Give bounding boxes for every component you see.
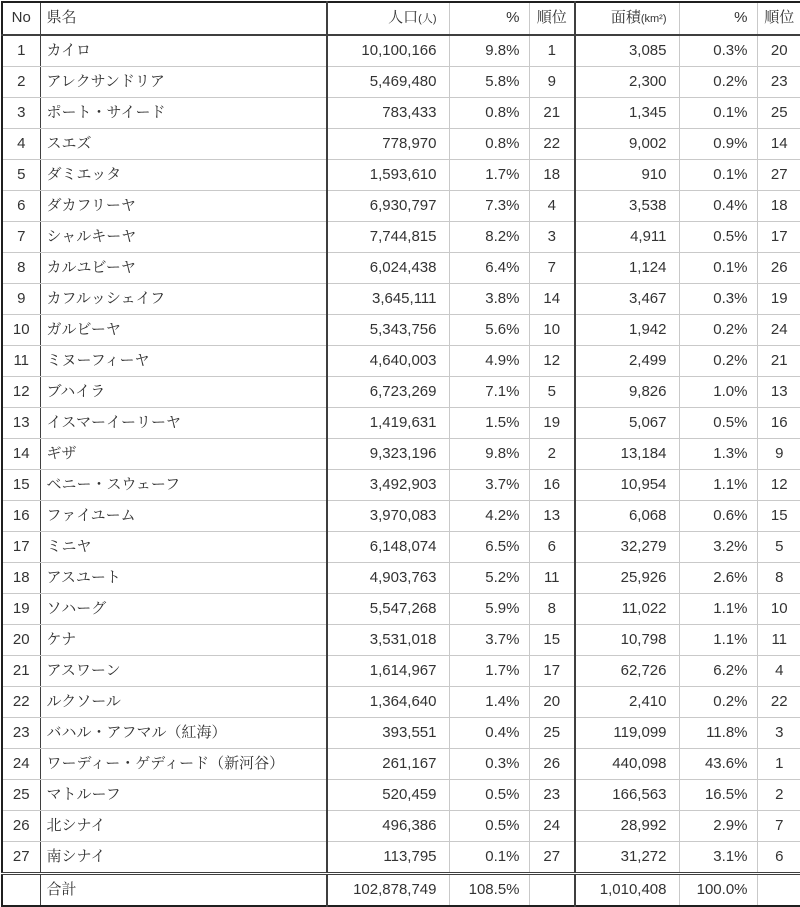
cell-area-pct: 0.9% xyxy=(679,129,757,160)
cell-area-pct: 0.2% xyxy=(679,687,757,718)
cell-population: 3,645,111 xyxy=(327,284,449,315)
cell-area: 31,272 xyxy=(575,842,679,874)
cell-name: シャルキーヤ xyxy=(40,222,327,253)
cell-area-rank: 27 xyxy=(757,160,800,191)
cell-population-rank: 17 xyxy=(529,656,575,687)
table-row xyxy=(2,315,800,346)
table-row xyxy=(2,160,800,191)
cell-area-pct: 6.2% xyxy=(679,656,757,687)
cell-population-rank: 1 xyxy=(529,35,575,67)
cell-population: 1,419,631 xyxy=(327,408,449,439)
cell-area: 3,538 xyxy=(575,191,679,222)
cell-area-pct: 1.1% xyxy=(679,470,757,501)
table-row xyxy=(2,532,800,563)
cell-no: 23 xyxy=(2,718,40,749)
header-unit: (人) xyxy=(418,13,437,25)
cell-no: 4 xyxy=(2,129,40,160)
cell-population: 10,100,166 xyxy=(327,35,449,67)
table-row xyxy=(2,439,800,470)
header-name xyxy=(40,2,327,35)
cell-population: 6,723,269 xyxy=(327,377,449,408)
header-population-rank xyxy=(529,2,575,35)
cell-area-rank: 7 xyxy=(757,811,800,842)
cell-name: マトルーフ xyxy=(40,780,327,811)
cell-no: 11 xyxy=(2,346,40,377)
cell-area: 3,085 xyxy=(575,35,679,67)
cell-area: 166,563 xyxy=(575,780,679,811)
cell-population-rank: 24 xyxy=(529,811,575,842)
header-label: No xyxy=(11,9,31,26)
cell-population: 393,551 xyxy=(327,718,449,749)
cell-no: 9 xyxy=(2,284,40,315)
total-area-pct: 100.0% xyxy=(679,874,757,907)
cell-population-pct: 3.8% xyxy=(449,284,529,315)
cell-name: カイロ xyxy=(40,35,327,67)
cell-no: 13 xyxy=(2,408,40,439)
cell-population-pct: 3.7% xyxy=(449,470,529,501)
cell-area: 13,184 xyxy=(575,439,679,470)
cell-population: 1,364,640 xyxy=(327,687,449,718)
cell-name: バハル・アフマル（紅海） xyxy=(40,718,327,749)
cell-area: 1,942 xyxy=(575,315,679,346)
table-row xyxy=(2,842,800,874)
cell-population: 5,547,268 xyxy=(327,594,449,625)
cell-no: 21 xyxy=(2,656,40,687)
cell-population-rank: 12 xyxy=(529,346,575,377)
cell-name: ダカフリーヤ xyxy=(40,191,327,222)
table-row xyxy=(2,780,800,811)
cell-area: 9,826 xyxy=(575,377,679,408)
table-row xyxy=(2,377,800,408)
table-row xyxy=(2,284,800,315)
cell-population-pct: 3.7% xyxy=(449,625,529,656)
cell-name: 北シナイ xyxy=(40,811,327,842)
cell-population-pct: 0.8% xyxy=(449,129,529,160)
table-row xyxy=(2,749,800,780)
cell-area-pct: 16.5% xyxy=(679,780,757,811)
cell-no: 2 xyxy=(2,67,40,98)
cell-name: スエズ xyxy=(40,129,327,160)
cell-name: ケナ xyxy=(40,625,327,656)
cell-area: 440,098 xyxy=(575,749,679,780)
cell-name: カルユビーヤ xyxy=(40,253,327,284)
header-label: % xyxy=(506,9,520,26)
cell-area-rank: 10 xyxy=(757,594,800,625)
cell-no: 12 xyxy=(2,377,40,408)
cell-area-pct: 1.1% xyxy=(679,594,757,625)
table-row xyxy=(2,501,800,532)
cell-area-rank: 9 xyxy=(757,439,800,470)
table-row xyxy=(2,67,800,98)
header-label: 人口 xyxy=(388,9,419,26)
cell-no: 18 xyxy=(2,563,40,594)
cell-area: 62,726 xyxy=(575,656,679,687)
cell-population-pct: 5.8% xyxy=(449,67,529,98)
cell-population-rank: 19 xyxy=(529,408,575,439)
cell-no: 7 xyxy=(2,222,40,253)
cell-population-pct: 0.5% xyxy=(449,780,529,811)
cell-population-pct: 5.6% xyxy=(449,315,529,346)
cell-area-rank: 18 xyxy=(757,191,800,222)
cell-no: 5 xyxy=(2,160,40,191)
table-row xyxy=(2,687,800,718)
cell-area-rank: 1 xyxy=(757,749,800,780)
table-row xyxy=(2,222,800,253)
table-row xyxy=(2,625,800,656)
cell-area-pct: 0.5% xyxy=(679,408,757,439)
cell-name: アレクサンドリア xyxy=(40,67,327,98)
total-no xyxy=(2,874,40,907)
cell-name: ベニー・スウェーフ xyxy=(40,470,327,501)
cell-area-rank: 4 xyxy=(757,656,800,687)
table-row xyxy=(2,98,800,129)
cell-name: ミニヤ xyxy=(40,532,327,563)
header-area-pct xyxy=(679,2,757,35)
cell-no: 8 xyxy=(2,253,40,284)
cell-population: 6,930,797 xyxy=(327,191,449,222)
header-population xyxy=(327,2,449,35)
header-label: 順位 xyxy=(764,9,795,26)
cell-population: 5,469,480 xyxy=(327,67,449,98)
cell-area-pct: 0.2% xyxy=(679,346,757,377)
table-row xyxy=(2,191,800,222)
cell-area: 10,798 xyxy=(575,625,679,656)
cell-name: ルクソール xyxy=(40,687,327,718)
cell-area: 3,467 xyxy=(575,284,679,315)
total-population-pct: 108.5% xyxy=(449,874,529,907)
cell-area-rank: 5 xyxy=(757,532,800,563)
table-row xyxy=(2,811,800,842)
cell-area-pct: 0.5% xyxy=(679,222,757,253)
cell-area: 6,068 xyxy=(575,501,679,532)
cell-population-pct: 1.5% xyxy=(449,408,529,439)
cell-no: 22 xyxy=(2,687,40,718)
cell-no: 6 xyxy=(2,191,40,222)
cell-area: 2,410 xyxy=(575,687,679,718)
cell-area: 2,499 xyxy=(575,346,679,377)
cell-population-pct: 4.9% xyxy=(449,346,529,377)
cell-no: 27 xyxy=(2,842,40,874)
cell-population-rank: 22 xyxy=(529,129,575,160)
cell-area-pct: 0.4% xyxy=(679,191,757,222)
cell-no: 3 xyxy=(2,98,40,129)
governorates-table xyxy=(1,1,800,907)
cell-area-rank: 15 xyxy=(757,501,800,532)
cell-population-pct: 0.1% xyxy=(449,842,529,874)
cell-area-pct: 0.1% xyxy=(679,98,757,129)
header-label: % xyxy=(734,9,748,26)
cell-name: ポート・サイード xyxy=(40,98,327,129)
cell-area-pct: 3.1% xyxy=(679,842,757,874)
cell-area-pct: 0.6% xyxy=(679,501,757,532)
cell-population: 520,459 xyxy=(327,780,449,811)
cell-area: 10,954 xyxy=(575,470,679,501)
cell-area-rank: 22 xyxy=(757,687,800,718)
header-label: 順位 xyxy=(536,9,567,26)
cell-area-rank: 8 xyxy=(757,563,800,594)
cell-population-rank: 23 xyxy=(529,780,575,811)
cell-population-pct: 0.5% xyxy=(449,811,529,842)
cell-population-rank: 14 xyxy=(529,284,575,315)
cell-no: 16 xyxy=(2,501,40,532)
cell-population: 6,148,074 xyxy=(327,532,449,563)
cell-population-pct: 5.2% xyxy=(449,563,529,594)
cell-area-rank: 12 xyxy=(757,470,800,501)
cell-name: ブハイラ xyxy=(40,377,327,408)
cell-population-pct: 0.4% xyxy=(449,718,529,749)
header-label: 県名 xyxy=(46,9,77,26)
cell-area-pct: 1.1% xyxy=(679,625,757,656)
table-row xyxy=(2,594,800,625)
cell-area-rank: 19 xyxy=(757,284,800,315)
cell-area-pct: 3.2% xyxy=(679,532,757,563)
cell-area: 4,911 xyxy=(575,222,679,253)
cell-population-pct: 5.9% xyxy=(449,594,529,625)
cell-area-pct: 2.6% xyxy=(679,563,757,594)
cell-population-rank: 26 xyxy=(529,749,575,780)
cell-population-rank: 11 xyxy=(529,563,575,594)
cell-population-pct: 0.3% xyxy=(449,749,529,780)
header-population-pct xyxy=(449,2,529,35)
header-label: 面積 xyxy=(610,9,641,26)
header-row xyxy=(2,2,800,35)
cell-population-rank: 2 xyxy=(529,439,575,470)
cell-area-rank: 24 xyxy=(757,315,800,346)
cell-population: 7,744,815 xyxy=(327,222,449,253)
cell-population-pct: 1.7% xyxy=(449,160,529,191)
table-row xyxy=(2,129,800,160)
cell-population-rank: 20 xyxy=(529,687,575,718)
cell-population-rank: 13 xyxy=(529,501,575,532)
total-population: 102,878,749 xyxy=(327,874,449,907)
cell-population: 778,970 xyxy=(327,129,449,160)
cell-area: 11,022 xyxy=(575,594,679,625)
cell-no: 25 xyxy=(2,780,40,811)
cell-population-rank: 4 xyxy=(529,191,575,222)
cell-name: イスマーイーリーヤ xyxy=(40,408,327,439)
cell-area-rank: 26 xyxy=(757,253,800,284)
cell-population-rank: 6 xyxy=(529,532,575,563)
cell-name: ギザ xyxy=(40,439,327,470)
cell-name: ダミエッタ xyxy=(40,160,327,191)
cell-area-rank: 23 xyxy=(757,67,800,98)
cell-no: 1 xyxy=(2,35,40,67)
cell-population-pct: 4.2% xyxy=(449,501,529,532)
header-no xyxy=(2,2,40,35)
cell-no: 14 xyxy=(2,439,40,470)
cell-area: 1,345 xyxy=(575,98,679,129)
cell-area-pct: 43.6% xyxy=(679,749,757,780)
cell-area-rank: 6 xyxy=(757,842,800,874)
header-unit: (km²) xyxy=(640,13,667,25)
cell-population-pct: 9.8% xyxy=(449,35,529,67)
cell-area: 910 xyxy=(575,160,679,191)
cell-area-rank: 25 xyxy=(757,98,800,129)
cell-area-pct: 0.1% xyxy=(679,160,757,191)
cell-population: 1,593,610 xyxy=(327,160,449,191)
cell-population: 5,343,756 xyxy=(327,315,449,346)
cell-area: 25,926 xyxy=(575,563,679,594)
table-row xyxy=(2,408,800,439)
header-area-rank xyxy=(757,2,800,35)
cell-area: 9,002 xyxy=(575,129,679,160)
cell-population-rank: 27 xyxy=(529,842,575,874)
total-row xyxy=(2,874,800,907)
cell-no: 10 xyxy=(2,315,40,346)
total-area: 1,010,408 xyxy=(575,874,679,907)
cell-population: 4,640,003 xyxy=(327,346,449,377)
cell-no: 19 xyxy=(2,594,40,625)
cell-population: 9,323,196 xyxy=(327,439,449,470)
total-population-rank xyxy=(529,874,575,907)
total-name: 合計 xyxy=(40,874,327,907)
cell-population-pct: 7.1% xyxy=(449,377,529,408)
cell-population-rank: 10 xyxy=(529,315,575,346)
cell-no: 20 xyxy=(2,625,40,656)
cell-population: 3,531,018 xyxy=(327,625,449,656)
table-row xyxy=(2,470,800,501)
cell-area-rank: 16 xyxy=(757,408,800,439)
cell-name: ファイユーム xyxy=(40,501,327,532)
cell-population-rank: 3 xyxy=(529,222,575,253)
cell-name: 南シナイ xyxy=(40,842,327,874)
cell-area-rank: 11 xyxy=(757,625,800,656)
cell-population-pct: 1.4% xyxy=(449,687,529,718)
cell-population: 113,795 xyxy=(327,842,449,874)
cell-population-pct: 7.3% xyxy=(449,191,529,222)
cell-population: 261,167 xyxy=(327,749,449,780)
cell-population-pct: 0.8% xyxy=(449,98,529,129)
cell-population-pct: 6.4% xyxy=(449,253,529,284)
cell-area-rank: 3 xyxy=(757,718,800,749)
cell-area: 32,279 xyxy=(575,532,679,563)
cell-population: 6,024,438 xyxy=(327,253,449,284)
cell-area: 28,992 xyxy=(575,811,679,842)
cell-area-rank: 20 xyxy=(757,35,800,67)
table-row xyxy=(2,346,800,377)
cell-population: 3,970,083 xyxy=(327,501,449,532)
cell-name: カフルッシェイフ xyxy=(40,284,327,315)
cell-population-pct: 8.2% xyxy=(449,222,529,253)
header-area xyxy=(575,2,679,35)
cell-area-pct: 1.3% xyxy=(679,439,757,470)
cell-area: 2,300 xyxy=(575,67,679,98)
cell-population: 4,903,763 xyxy=(327,563,449,594)
table-row xyxy=(2,563,800,594)
cell-population-rank: 15 xyxy=(529,625,575,656)
cell-area-rank: 21 xyxy=(757,346,800,377)
cell-population-rank: 9 xyxy=(529,67,575,98)
total-area-rank xyxy=(757,874,800,907)
cell-population: 496,386 xyxy=(327,811,449,842)
cell-population-rank: 21 xyxy=(529,98,575,129)
cell-no: 26 xyxy=(2,811,40,842)
cell-name: ソハーグ xyxy=(40,594,327,625)
cell-no: 17 xyxy=(2,532,40,563)
table-row xyxy=(2,253,800,284)
cell-population-pct: 1.7% xyxy=(449,656,529,687)
table-row xyxy=(2,35,800,67)
cell-no: 15 xyxy=(2,470,40,501)
cell-area: 119,099 xyxy=(575,718,679,749)
cell-population-rank: 25 xyxy=(529,718,575,749)
cell-population-pct: 9.8% xyxy=(449,439,529,470)
table-row xyxy=(2,718,800,749)
cell-area-pct: 0.3% xyxy=(679,35,757,67)
table-row xyxy=(2,656,800,687)
cell-area-pct: 0.2% xyxy=(679,67,757,98)
cell-population-rank: 16 xyxy=(529,470,575,501)
cell-population-rank: 5 xyxy=(529,377,575,408)
cell-population: 783,433 xyxy=(327,98,449,129)
cell-area: 5,067 xyxy=(575,408,679,439)
cell-area-pct: 2.9% xyxy=(679,811,757,842)
cell-name: アスユート xyxy=(40,563,327,594)
cell-name: ガルビーヤ xyxy=(40,315,327,346)
cell-population: 3,492,903 xyxy=(327,470,449,501)
cell-area-pct: 11.8% xyxy=(679,718,757,749)
cell-area-rank: 2 xyxy=(757,780,800,811)
cell-area-rank: 17 xyxy=(757,222,800,253)
cell-area-pct: 0.1% xyxy=(679,253,757,284)
cell-area-pct: 0.3% xyxy=(679,284,757,315)
cell-name: アスワーン xyxy=(40,656,327,687)
cell-no: 24 xyxy=(2,749,40,780)
cell-area: 1,124 xyxy=(575,253,679,284)
cell-area-pct: 1.0% xyxy=(679,377,757,408)
cell-population-rank: 18 xyxy=(529,160,575,191)
cell-population-rank: 8 xyxy=(529,594,575,625)
cell-name: ワーディー・ゲディード（新河谷） xyxy=(40,749,327,780)
cell-area-rank: 13 xyxy=(757,377,800,408)
cell-population-pct: 6.5% xyxy=(449,532,529,563)
cell-name: ミヌーフィーヤ xyxy=(40,346,327,377)
cell-population-rank: 7 xyxy=(529,253,575,284)
cell-area-rank: 14 xyxy=(757,129,800,160)
cell-area-pct: 0.2% xyxy=(679,315,757,346)
cell-population: 1,614,967 xyxy=(327,656,449,687)
